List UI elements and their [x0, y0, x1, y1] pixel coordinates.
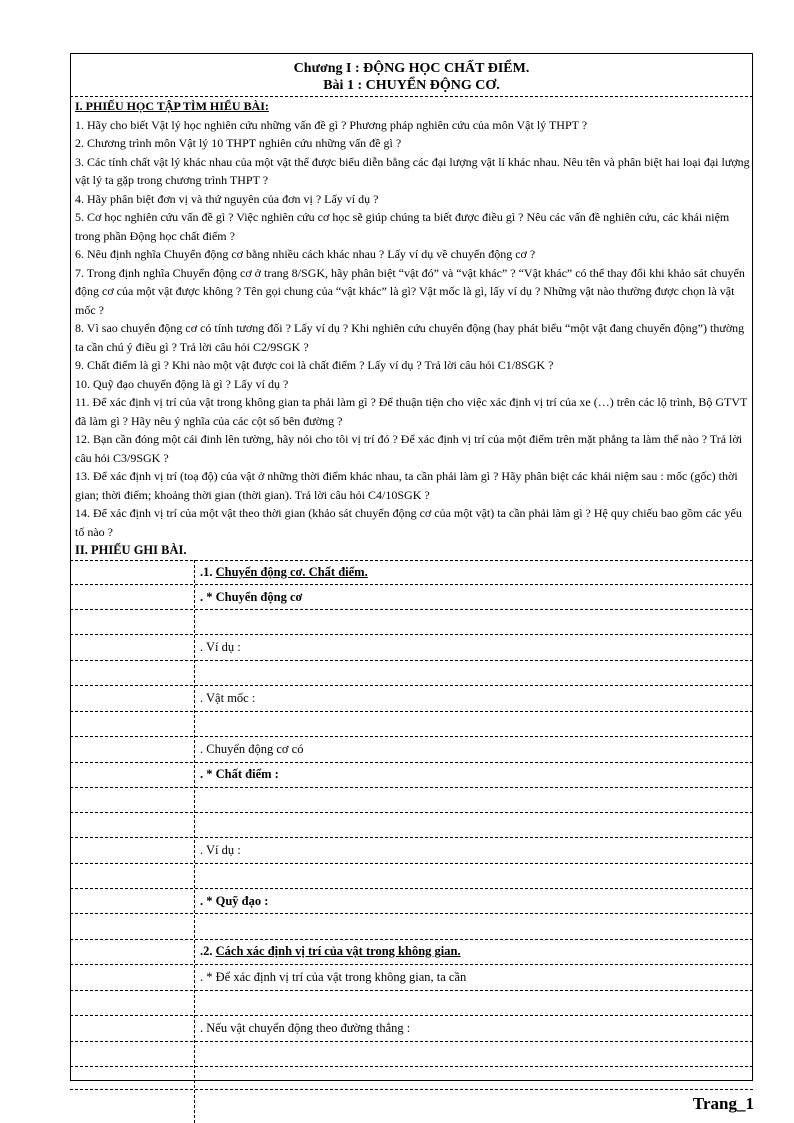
notes-row-line — [70, 964, 753, 965]
question-13: 13. Để xác định vị trí (toạ độ) của vật ở những thời điểm khác nhau, ta cần phải làm gì ? Hãy phân biệt các khái niệm sau : mốc (gốc) thời gian; thời điểm; khoảng thời gian (thời gian). Trả lời câu hỏi C4/10SGK ? — [75, 469, 738, 502]
notes-motion-has: . Chuyển động cơ có — [200, 742, 304, 756]
notes-position-in-space: . * Để xác định vị trí của vật trong không gian, ta cần — [200, 970, 467, 984]
notes-row-line — [70, 762, 753, 763]
notes-column-divider — [194, 560, 195, 1123]
notes-heading-1: .1. Chuyển động cơ. Chất điểm. — [200, 565, 368, 579]
notes-row-line — [70, 660, 753, 661]
question-3: 3. Các tính chất vật lý khác nhau của một vật thể được biểu diễn bằng các đại lượng vật lí khác nhau. Nêu tên và phân biệt hai loại đại lượng vật lý ta gặp trong chương trình THPT ? — [75, 154, 750, 187]
question-10: 10. Quỹ đạo chuyển động là gì ? Lấy ví dụ ? — [75, 376, 289, 391]
question-5: 5. Cơ học nghiên cứu vấn đề gì ? Việc nghiên cứu cơ học sẽ giúp chúng ta biết được điều gì ? Nêu các vấn đề nghiên cứu, các khái niệm trong phần Động học chất điểm ? — [75, 210, 730, 243]
notes-row-line — [70, 812, 753, 813]
notes-row-line — [70, 1066, 753, 1067]
notes-row-line — [70, 1015, 753, 1016]
question-14: 14. Để xác định vị trí của một vật theo thời gian (khảo sát chuyển động cơ của một vật) ta cần phải làm gì ? Hệ quy chiếu bao gồm các yếu tố nào ? — [75, 506, 742, 539]
notes-straight-line: . Nếu vật chuyển động theo đường thẳng : — [200, 1021, 411, 1035]
notes-row-line — [70, 1041, 753, 1042]
section2-title: II. PHIẾU GHI BÀI. — [75, 543, 187, 557]
page-number: Trang_1 — [692, 1094, 754, 1113]
notes-row-line — [70, 888, 753, 889]
notes-point-mass: . * Chất điểm : — [200, 767, 279, 781]
notes-row-line — [70, 584, 753, 585]
notes-row-line — [70, 913, 753, 914]
lesson-title: Bài 1 : CHUYỂN ĐỘNG CƠ. — [323, 78, 500, 93]
question-7: 7. Trong định nghĩa Chuyển động cơ ở trang 8/SGK, hãy phân biệt “vật đó” và “vật khác” ? “Vật khác” có thể thay đổi khi khảo sát chuyển động cơ của một vật được không ? Tên gọi chung của “vật khác” là gì? Vật mốc là gì, lấy ví dụ ? Những vật nào thường được chọn là vật mốc ? — [75, 265, 745, 317]
notes-row-line — [70, 711, 753, 712]
notes-example-2: . Ví dụ : — [200, 843, 241, 857]
question-12: 12. Bạn cần đóng một cái đinh lên tường, hãy nói cho tôi vị trí đó ? Để xác định vị trí của một điểm trên mặt phẳng ta làm thế nào ? Trả lời câu hỏi C3/9SGK ? — [75, 432, 743, 465]
question-4: 4. Hãy phân biệt đơn vị và thứ nguyên của đơn vị ? Lấy ví dụ ? — [75, 191, 379, 206]
question-9: 9. Chất điểm là gì ? Khi nào một vật được coi là chất điểm ? Lấy ví dụ ? Trả lời câu hỏi C1/8SGK ? — [75, 358, 554, 372]
notes-example: . Ví dụ : — [200, 640, 241, 654]
notes-row-line — [70, 787, 753, 788]
notes-row-line — [70, 863, 753, 864]
notes-trajectory: . * Quỹ đạo : — [200, 894, 269, 908]
notes-row-line — [70, 736, 753, 737]
document-header — [70, 60, 753, 94]
notes-row-line — [70, 634, 753, 635]
notes-row-line — [70, 939, 753, 940]
notes-row-line — [70, 560, 753, 561]
notes-row-line — [70, 990, 753, 991]
study-worksheet-section — [75, 97, 750, 541]
question-6: 6. Nêu định nghĩa Chuyển động cơ bằng nhiều cách khác nhau ? Lấy ví dụ về chuyển động cơ ? — [75, 247, 536, 261]
notes-row-line — [70, 1089, 753, 1090]
question-2: 2. Chương trình môn Vật lý 10 THPT nghiên cứu những vấn đề gì ? — [75, 136, 402, 150]
notes-heading-2: .2. Cách xác định vị trí của vật trong không gian. — [200, 944, 461, 958]
notes-motion: . * Chuyển động cơ — [200, 590, 303, 604]
notes-reference-object: . Vật mốc : — [200, 691, 256, 705]
notes-row-line — [70, 609, 753, 610]
notes-row-line — [70, 837, 753, 838]
question-8: 8. Vì sao chuyển động cơ có tính tương đối ? Lấy ví dụ ? Khi nghiên cứu chuyển động (hay phát biểu “một vật đang chuyển động”) thường ta cần chú ý điều gì ? Trả lời câu hỏi C2/9SGK ? — [75, 321, 745, 354]
question-11: 11. Để xác định vị trí của vật trong không gian ta phải làm gì ? Để thuận tiện cho việc xác định vị trí của xe (…) trên các lộ trình, Bộ GTVT đã làm gì ? Hãy nêu ý nghĩa của các cột số bên đường ? — [75, 395, 748, 428]
question-1: 1. Hãy cho biết Vật lý học nghiên cứu những vấn đề gì ? Phương pháp nghiên cứu của môn Vật lý THPT ? — [75, 117, 588, 132]
section1-title: I. PHIẾU HỌC TẬP TÌM HIỂU BÀI: — [75, 99, 269, 113]
chapter-title: Chương I : ĐỘNG HỌC CHẤT ĐIỂM. — [293, 61, 530, 76]
notes-row-line — [70, 685, 753, 686]
